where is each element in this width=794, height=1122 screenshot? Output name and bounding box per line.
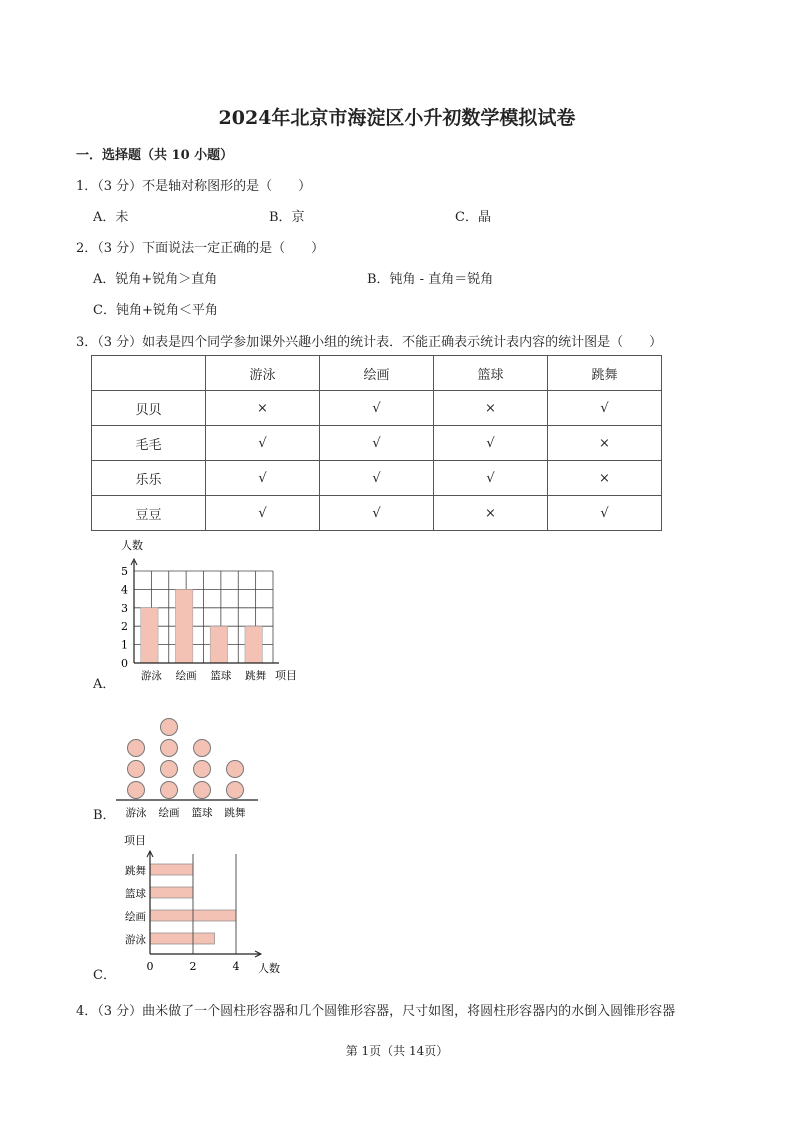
table-cell: √ [434, 426, 548, 461]
y-tick-label: 5 [121, 565, 128, 578]
pictograph-symbol [227, 761, 244, 778]
table-header-cell: 游泳 [206, 356, 320, 391]
chart-c-hbar [110, 832, 285, 980]
pictograph-symbol [161, 719, 178, 736]
bar [175, 589, 192, 663]
table-header-cell: 篮球 [434, 356, 548, 391]
chart-c-ylabel: 项目 [124, 834, 146, 847]
pictograph-symbol [194, 740, 211, 757]
chart-a-ylabel: 人数 [121, 539, 143, 552]
bar [150, 887, 193, 898]
table-cell: √ [320, 461, 434, 496]
table-cell: 乐乐 [92, 461, 206, 496]
table-cell: √ [548, 496, 662, 531]
table-row [92, 461, 662, 496]
category-label: 跳舞 [224, 807, 246, 819]
y-tick-label: 绘画 [125, 911, 146, 923]
pictograph-symbol [128, 761, 145, 778]
pictograph-symbol [194, 782, 211, 799]
table-cell: × [434, 496, 548, 531]
y-tick-label: 篮球 [125, 888, 146, 900]
table-cell: × [548, 426, 662, 461]
x-tick-label: 篮球 [210, 670, 232, 682]
chart-b-pictograph [112, 702, 262, 820]
x-tick-label: 游泳 [140, 670, 162, 682]
table-row [92, 496, 662, 531]
table-header-cell [92, 356, 206, 391]
pictograph-symbol [128, 740, 145, 757]
question-2-option-c[interactable]: C．钝角+锐角＜平角 [93, 303, 218, 318]
y-tick-label: 2 [121, 620, 128, 634]
x-tick-label: 绘画 [175, 670, 197, 682]
option-b-label[interactable]: B． [93, 808, 116, 823]
x-tick-label: 0 [146, 960, 154, 973]
question-4-stem: 4．（3 分）曲米做了一个圆柱形容器和几个圆锥形容器，尺寸如图，将圆柱形容器内的水倒入圆锥形容器 [76, 1004, 676, 1019]
x-tick-label: 跳舞 [245, 670, 267, 682]
page-footer: 第 1页（共 14页） [345, 1044, 449, 1058]
pictograph-symbol [128, 782, 145, 799]
section-heading: 一．选择题（共 10 小题） [76, 148, 234, 163]
y-tick-label: 游泳 [125, 934, 146, 946]
y-tick-label: 4 [121, 583, 128, 597]
x-tick-label: 4 [232, 960, 240, 973]
pictograph-symbol [161, 782, 178, 799]
y-tick-label: 1 [121, 638, 128, 652]
chart-a-xlabel: 项目 [275, 669, 297, 682]
table-cell: √ [320, 391, 434, 426]
bar [141, 608, 158, 663]
table-cell: √ [206, 426, 320, 461]
table-cell: √ [434, 461, 548, 496]
table-header-cell: 绘画 [320, 356, 434, 391]
table-cell: 毛毛 [92, 426, 206, 461]
table-header-cell: 跳舞 [548, 356, 662, 391]
question-2-stem: 2．（3 分）下面说法一定正确的是（ ） [76, 241, 325, 256]
bar [210, 626, 227, 663]
pictograph-symbol [227, 782, 244, 799]
question-1-stem: 1．（3 分）不是轴对称图形的是（ ） [76, 179, 312, 194]
table-cell: 贝贝 [92, 391, 206, 426]
category-label: 游泳 [125, 807, 147, 819]
interest-group-table [91, 355, 662, 531]
table-header-row [92, 356, 662, 391]
table-cell: × [434, 391, 548, 426]
table-row [92, 391, 662, 426]
table-cell: × [206, 391, 320, 426]
question-3-stem: 3．（3 分）如表是四个同学参加课外兴趣小组的统计表．不能正确表示统计表内容的统计图是（ ） [76, 335, 663, 350]
table-cell: √ [206, 496, 320, 531]
table-cell: √ [320, 426, 434, 461]
y-tick-label: 3 [121, 601, 128, 615]
table-cell: × [548, 461, 662, 496]
table-cell: √ [206, 461, 320, 496]
x-tick-label: 2 [189, 960, 197, 973]
table-cell: √ [320, 496, 434, 531]
pictograph-symbol [161, 740, 178, 757]
category-label: 绘画 [158, 807, 180, 819]
question-1-option-a[interactable]: A．未 [93, 210, 129, 225]
question-2-option-b[interactable]: B．钝角 - 直角＝锐角 [367, 272, 494, 287]
pictograph-symbol [161, 761, 178, 778]
table-row [92, 426, 662, 461]
chart-a-bar [105, 535, 305, 690]
question-1-option-c[interactable]: C．晶 [455, 210, 491, 225]
question-1-option-b[interactable]: B．京 [269, 210, 305, 225]
y-tick-label: 0 [121, 657, 128, 670]
chart-c-xlabel: 人数 [258, 962, 280, 975]
pictograph-symbol [194, 761, 211, 778]
bar [150, 864, 193, 875]
category-label: 篮球 [191, 807, 213, 819]
page-title: 2024年北京市海淀区小升初数学模拟试卷 [218, 107, 576, 129]
bar [245, 626, 262, 663]
table-cell: √ [548, 391, 662, 426]
option-c-label[interactable]: C． [93, 968, 116, 983]
option-a-label[interactable]: A． [93, 677, 116, 692]
question-2-option-a[interactable]: A．锐角+锐角＞直角 [93, 272, 218, 287]
y-tick-label: 跳舞 [125, 865, 146, 877]
bar [150, 933, 215, 944]
table-cell: 豆豆 [92, 496, 206, 531]
